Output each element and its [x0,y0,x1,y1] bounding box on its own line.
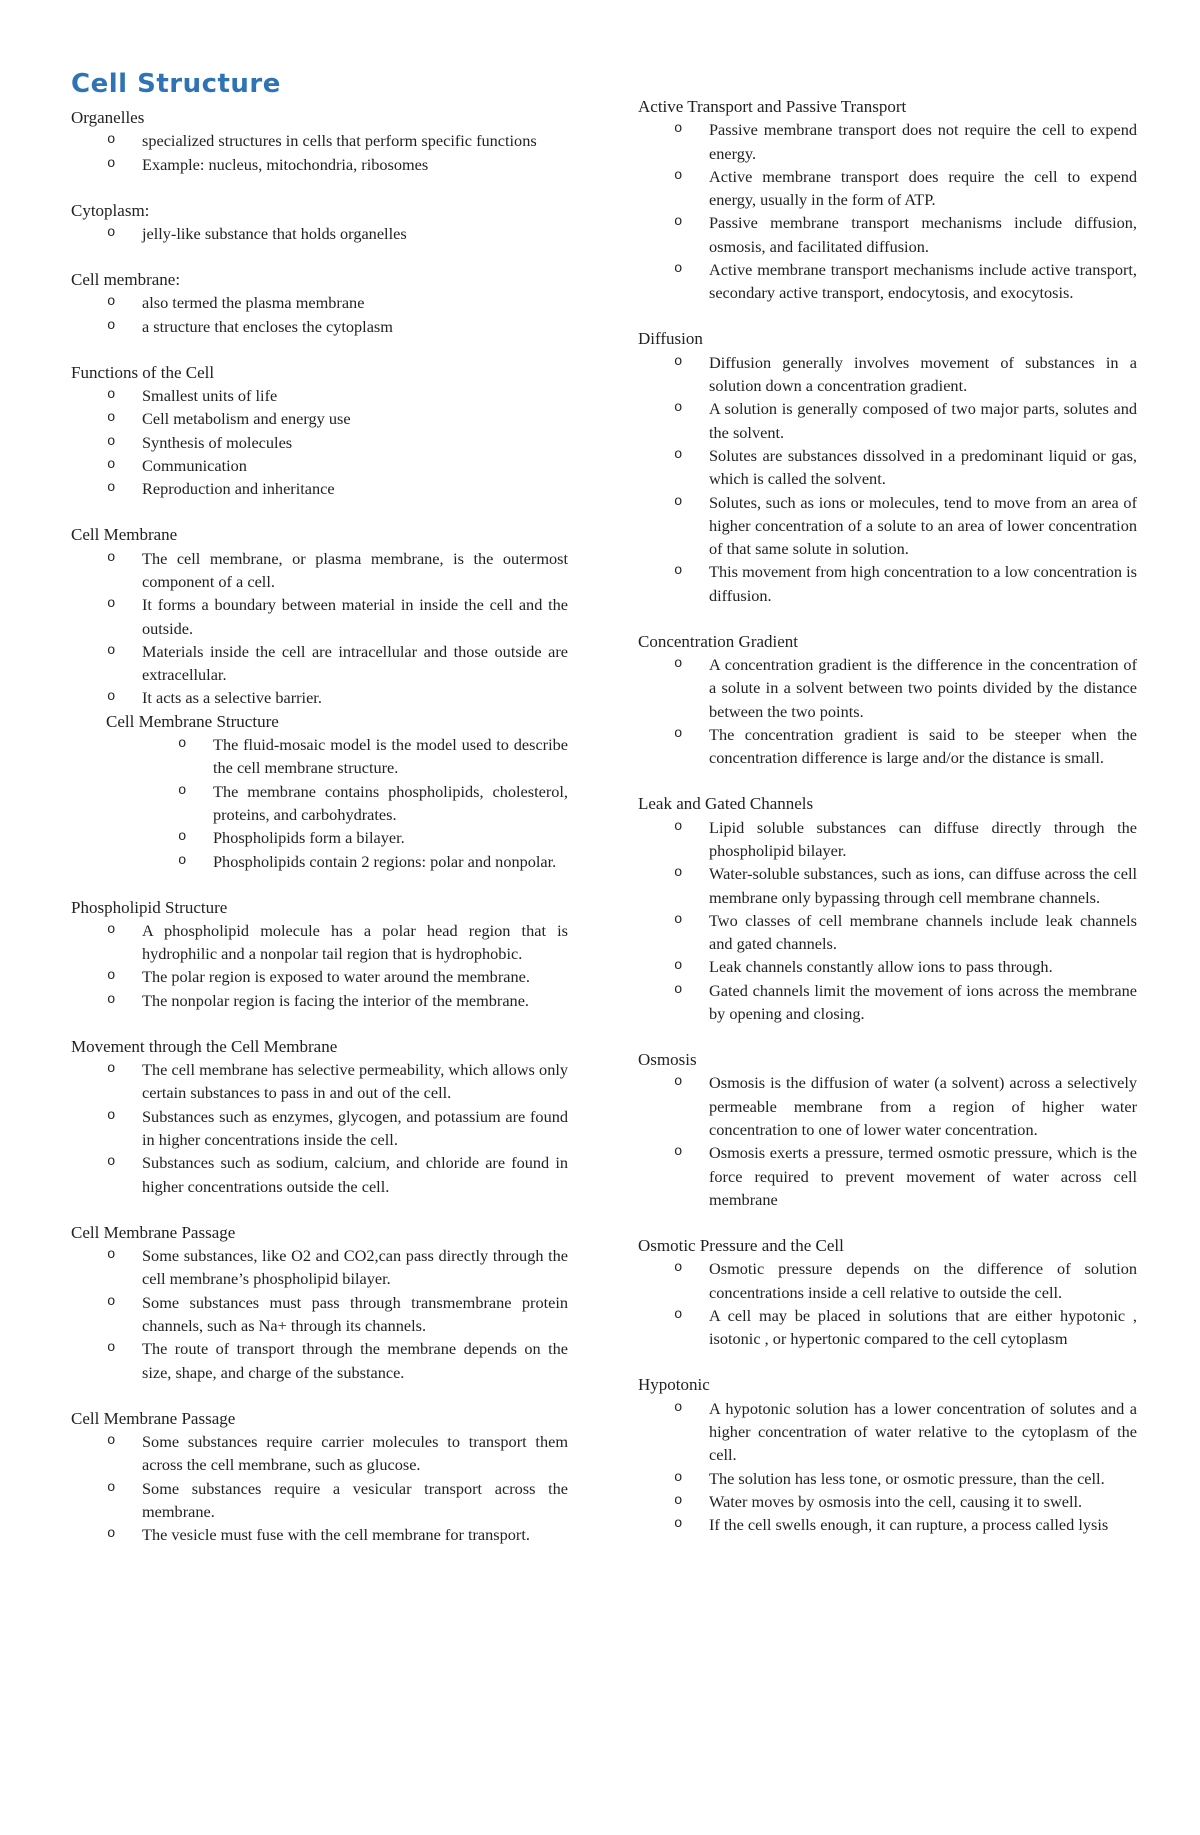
list-item-text: Phospholipids contain 2 regions: polar and nonpolar. [213,851,557,871]
bullet-icon: o [674,1469,683,1486]
list-item-text: Osmosis is the diffusion of water (a solvent) across a selectively permeable membrane from a region of higher water concentration to one of lower water concentration. [709,1073,1137,1140]
list-item [107,384,568,407]
list-item [107,1523,568,1546]
list-item-text: A cell may be placed in solutions that are either hypotonic , isotonic , or hypertonic compared to the cell cytoplasm [709,1305,1137,1349]
section-list [71,1244,568,1384]
section-list [71,547,568,710]
list-item [107,989,568,1012]
list-item-text: a structure that encloses the cytoplasm [142,316,393,336]
section-functions-of-the-cell [71,361,568,501]
section-heading: Cell Membrane [71,525,178,545]
list-item-text: If the cell swells enough, it can rupture, a process called lysis [709,1515,1109,1535]
bullet-icon: o [674,1074,683,1091]
list-item [674,816,1137,863]
list-item [674,165,1137,212]
list-item-text: The cell membrane has selective permeability, which allows only certain substances to pass in and out of the cell. [142,1060,568,1103]
list-item-text: Gated channels limit the movement of ions across the membrane by opening and closing. [709,980,1137,1024]
section-cell-membrane-passage [71,1407,568,1547]
bullet-icon: o [107,456,116,473]
section-heading: Concentration Gradient [638,631,799,651]
bullet-icon: o [674,563,683,580]
left-column [71,106,568,1569]
bullet-icon: o [674,121,683,138]
bullet-icon: o [107,689,116,706]
list-item-text: jelly-like substance that holds organelles [142,223,407,243]
list-item-text: The membrane contains phospholipids, cholesterol, proteins, and carbohydrates. [213,781,568,824]
list-item-text: Phospholipids form a bilayer. [213,828,405,848]
list-item-text: The nonpolar region is facing the interior of the membrane. [142,990,529,1010]
list-item-text: The vesicle must fuse with the cell membrane for transport. [142,1525,530,1545]
list-item-text: Synthesis of molecules [142,432,293,452]
section-heading: Diffusion [638,329,703,349]
section-list [638,1071,1137,1211]
list-item-text: The polar region is exposed to water around the membrane. [142,967,530,987]
bullet-icon: o [107,317,116,334]
bullet-icon: o [107,294,116,311]
list-item-text: A phospholipid molecule has a polar head region that is hydrophilic and a nonpolar tail region that is hydrophobic. [142,920,568,964]
list-item [107,454,568,477]
section-list [71,222,568,245]
bullet-icon: o [107,132,116,149]
bullet-icon: o [107,642,116,659]
list-item-text: Smallest units of life [142,386,278,406]
bullet-icon: o [107,991,116,1008]
list-item-text: A concentration gradient is the difference in the concentration of a solute in a solvent between two points divided by the distance between the two points. [709,655,1137,721]
bullet-icon: o [107,1154,116,1171]
bullet-icon: o [674,1399,683,1416]
bullet-icon: o [107,387,116,404]
list-item-text: Some substances, like O2 and CO2,can pass directly through the cell membrane’s phospholipid bilayer. [142,1246,568,1289]
bullet-icon: o [674,981,683,998]
bullet-icon: o [674,167,683,184]
list-item-text: Diffusion generally involves movement of substances in a solution down a concentration gradient. [709,352,1137,396]
list-item-text: Passive membrane transport mechanisms include diffusion, osmosis, and facilitated diffusion. [709,213,1137,256]
list-item [674,1513,1137,1536]
list-item [107,593,568,640]
list-item [107,1058,568,1105]
list-item [674,491,1137,561]
list-item-text: specialized structures in cells that perform specific functions [142,131,537,151]
list-item [674,351,1137,398]
list-item-text: The route of transport through the membrane depends on the size, shape, and charge of the substance. [142,1339,568,1382]
list-item [178,850,568,873]
list-item [107,919,568,966]
list-item [107,547,568,594]
section-hypotonic [638,1373,1137,1536]
list-item [674,1141,1137,1211]
page-title: Cell Structure [71,69,281,99]
list-item-text: Lipid soluble substances can diffuse directly through the phospholipid bilayer. [709,817,1137,860]
bullet-icon: o [674,1144,683,1161]
list-item [107,153,568,176]
list-item [107,129,568,152]
list-item-text: Substances such as enzymes, glycogen, and potassium are found in higher concentrations inside the cell. [142,1106,568,1150]
list-item [107,1151,568,1198]
list-item [674,909,1137,956]
list-item-text: Cell metabolism and energy use [142,409,351,429]
subsection-heading: Cell Membrane Structure [106,711,279,731]
list-item [674,211,1137,258]
list-item-text: Solutes are substances dissolved in a predominant liquid or gas, which is called the solvent. [709,445,1137,489]
section-cell-membrane-passage [71,1221,568,1384]
section-heading: Functions of the Cell [71,362,215,382]
list-item [107,477,568,500]
list-item [674,862,1137,909]
list-item-text: It acts as a selective barrier. [142,688,322,708]
bullet-icon: o [674,1306,683,1323]
bullet-icon: o [107,480,116,497]
list-item-text: The concentration gradient is said to be steeper when the concentration difference is large and/or the distance is small. [709,725,1137,768]
bullet-icon: o [674,911,683,928]
bullet-icon: o [107,1526,116,1543]
bullet-icon: o [674,1260,683,1277]
list-item [674,979,1137,1026]
list-item [674,653,1137,723]
list-item [674,955,1137,978]
list-item-text: A solution is generally composed of two major parts, solutes and the solvent. [709,399,1137,442]
list-item-text: The solution has less tone, or osmotic pressure, than the cell. [709,1468,1105,1488]
section-heading: Hypotonic [638,1375,710,1395]
list-item-text: Passive membrane transport does not require the cell to expend energy. [709,120,1137,163]
list-item [674,1071,1137,1141]
list-item-text: This movement from high concentration to a low concentration is diffusion. [709,562,1137,605]
bullet-icon: o [178,736,187,753]
list-item [107,1477,568,1524]
section-cytoplasm [71,199,568,246]
list-item [107,640,568,687]
list-item [674,1467,1137,1490]
bullet-icon: o [674,493,683,510]
list-item [107,315,568,338]
list-item-text: Some substances require carrier molecules to transport them across the cell membrane, such as glucose. [142,1431,568,1475]
list-item [178,826,568,849]
section-list [638,1397,1137,1537]
section-list [71,1058,568,1198]
list-item-text: Materials inside the cell are intracellular and those outside are extracellular. [142,641,568,685]
list-item [178,733,568,780]
bullet-icon: o [107,410,116,427]
bullet-icon: o [674,1492,683,1509]
section-heading: Organelles [71,108,145,127]
section-heading: Cell membrane: [71,270,181,290]
section-list [71,291,568,338]
section-list [638,118,1137,304]
list-item-text: Example: nucleus, mitochondria, ribosomes [142,154,429,174]
list-item [107,965,568,988]
section-concentration-gradient [638,630,1137,770]
list-item [107,222,568,245]
subsection-list [71,733,568,873]
bullet-icon: o [107,1432,116,1449]
list-item-text: Water-soluble substances, such as ions, can diffuse across the cell membrane only bypassing through cell membrane channels. [709,864,1137,907]
section-phospholipid-structure [71,896,568,1012]
bullet-icon: o [107,968,116,985]
list-item [674,560,1137,607]
list-item-text: Osmosis exerts a pressure, termed osmotic pressure, which is the force required to prevent movement of water across cell membrane [709,1143,1137,1209]
list-item [674,1304,1137,1351]
list-item-text: Active membrane transport does require the cell to expend energy, usually in the form of ATP. [709,166,1137,210]
bullet-icon: o [674,656,683,673]
section-list [638,351,1137,607]
list-item-text: Two classes of cell membrane channels include leak channels and gated channels. [709,910,1137,954]
list-item-text: Active membrane transport mechanisms include active transport, secondary active transport, endocytosis, and exocytosis. [709,260,1137,303]
bullet-icon: o [674,1516,683,1533]
bullet-icon: o [107,224,116,241]
subsection-cell-membrane-structure [71,710,568,873]
section-organelles [71,106,568,176]
bullet-icon: o [674,353,683,370]
bullet-icon: o [674,446,683,463]
list-item [107,686,568,709]
bullet-icon: o [107,1107,116,1124]
section-active-transport-and-passive-transport [638,95,1137,305]
section-heading: Osmotic Pressure and the Cell [638,1236,844,1256]
list-item-text: Solutes, such as ions or molecules, tend to move from an area of higher concentration of a solute to an area of lower concentration of that same solute in solution. [709,492,1137,559]
bullet-icon: o [178,829,187,846]
list-item-text: It forms a boundary between material in inside the cell and the outside. [142,595,568,638]
section-list [638,816,1137,1026]
list-item [674,258,1137,305]
list-item-text: A hypotonic solution has a lower concentration of solutes and a higher concentration of water relative to the cytoplasm of the cell. [709,1398,1137,1465]
list-item-text: Communication [142,455,247,475]
bullet-icon: o [674,865,683,882]
list-item [107,291,568,314]
bullet-icon: o [107,921,116,938]
list-item [674,118,1137,165]
section-movement-through-the-cell-membrane [71,1035,568,1198]
bullet-icon: o [674,261,683,278]
section-heading: Cell Membrane Passage [71,1222,236,1242]
bullet-icon: o [107,549,116,566]
list-item [107,1244,568,1291]
list-item [178,780,568,827]
bullet-icon: o [107,596,116,613]
list-item [674,444,1137,491]
section-diffusion [638,327,1137,607]
list-item-text: The fluid-mosaic model is the model used to describe the cell membrane structure. [213,735,568,778]
section-osmotic-pressure-and-the-cell [638,1234,1137,1350]
list-item-text: Reproduction and inheritance [142,479,335,499]
bullet-icon: o [178,852,187,869]
list-item-text: Osmotic pressure depends on the difference of solution concentrations inside a cell relative to outside the cell. [709,1259,1137,1302]
section-cell-membrane [71,268,568,338]
bullet-icon: o [178,782,187,799]
bullet-icon: o [674,214,683,231]
section-heading: Osmosis [638,1050,697,1070]
section-osmosis [638,1048,1137,1211]
list-item-text: Substances such as sodium, calcium, and chloride are found in higher concentrations outside the cell. [142,1153,568,1196]
list-item-text: Some substances must pass through transmembrane protein channels, such as Na+ through its channels. [142,1292,568,1335]
bullet-icon: o [107,1293,116,1310]
section-heading: Phospholipid Structure [71,897,228,917]
bullet-icon: o [107,433,116,450]
list-item [674,1397,1137,1467]
list-item-text: Water moves by osmosis into the cell, causing it to swell. [709,1491,1083,1511]
bullet-icon: o [107,1479,116,1496]
section-list [71,129,568,176]
section-list [71,1430,568,1546]
list-item [107,1105,568,1152]
list-item [107,1430,568,1477]
list-item [107,407,568,430]
section-heading: Cytoplasm: [71,200,150,220]
section-list [638,1257,1137,1350]
section-heading: Movement through the Cell Membrane [71,1036,338,1056]
bullet-icon: o [674,958,683,975]
bullet-icon: o [107,1340,116,1357]
list-item [107,1291,568,1338]
list-item-text: The cell membrane, or plasma membrane, is the outermost component of a cell. [142,548,568,591]
list-item [674,397,1137,444]
section-list [71,384,568,500]
list-item [674,1490,1137,1513]
list-item-text: also termed the plasma membrane [142,293,365,313]
section-heading: Active Transport and Passive Transport [638,97,907,116]
list-item [107,1337,568,1384]
list-item-text: Some substances require a vesicular transport across the membrane. [142,1478,568,1521]
bullet-icon: o [674,726,683,743]
bullet-icon: o [107,1061,116,1078]
section-heading: Cell Membrane Passage [71,1408,236,1428]
section-heading: Leak and Gated Channels [638,794,814,814]
section-list [71,919,568,1012]
section-cell-membrane [71,523,568,872]
bullet-icon: o [107,1247,116,1264]
list-item [674,723,1137,770]
section-list [638,653,1137,769]
list-item [674,1257,1137,1304]
right-column [638,95,1137,1559]
bullet-icon: o [107,155,116,172]
bullet-icon: o [674,400,683,417]
list-item-text: Leak channels constantly allow ions to pass through. [709,957,1053,977]
section-leak-and-gated-channels [638,792,1137,1025]
bullet-icon: o [674,818,683,835]
list-item [107,431,568,454]
